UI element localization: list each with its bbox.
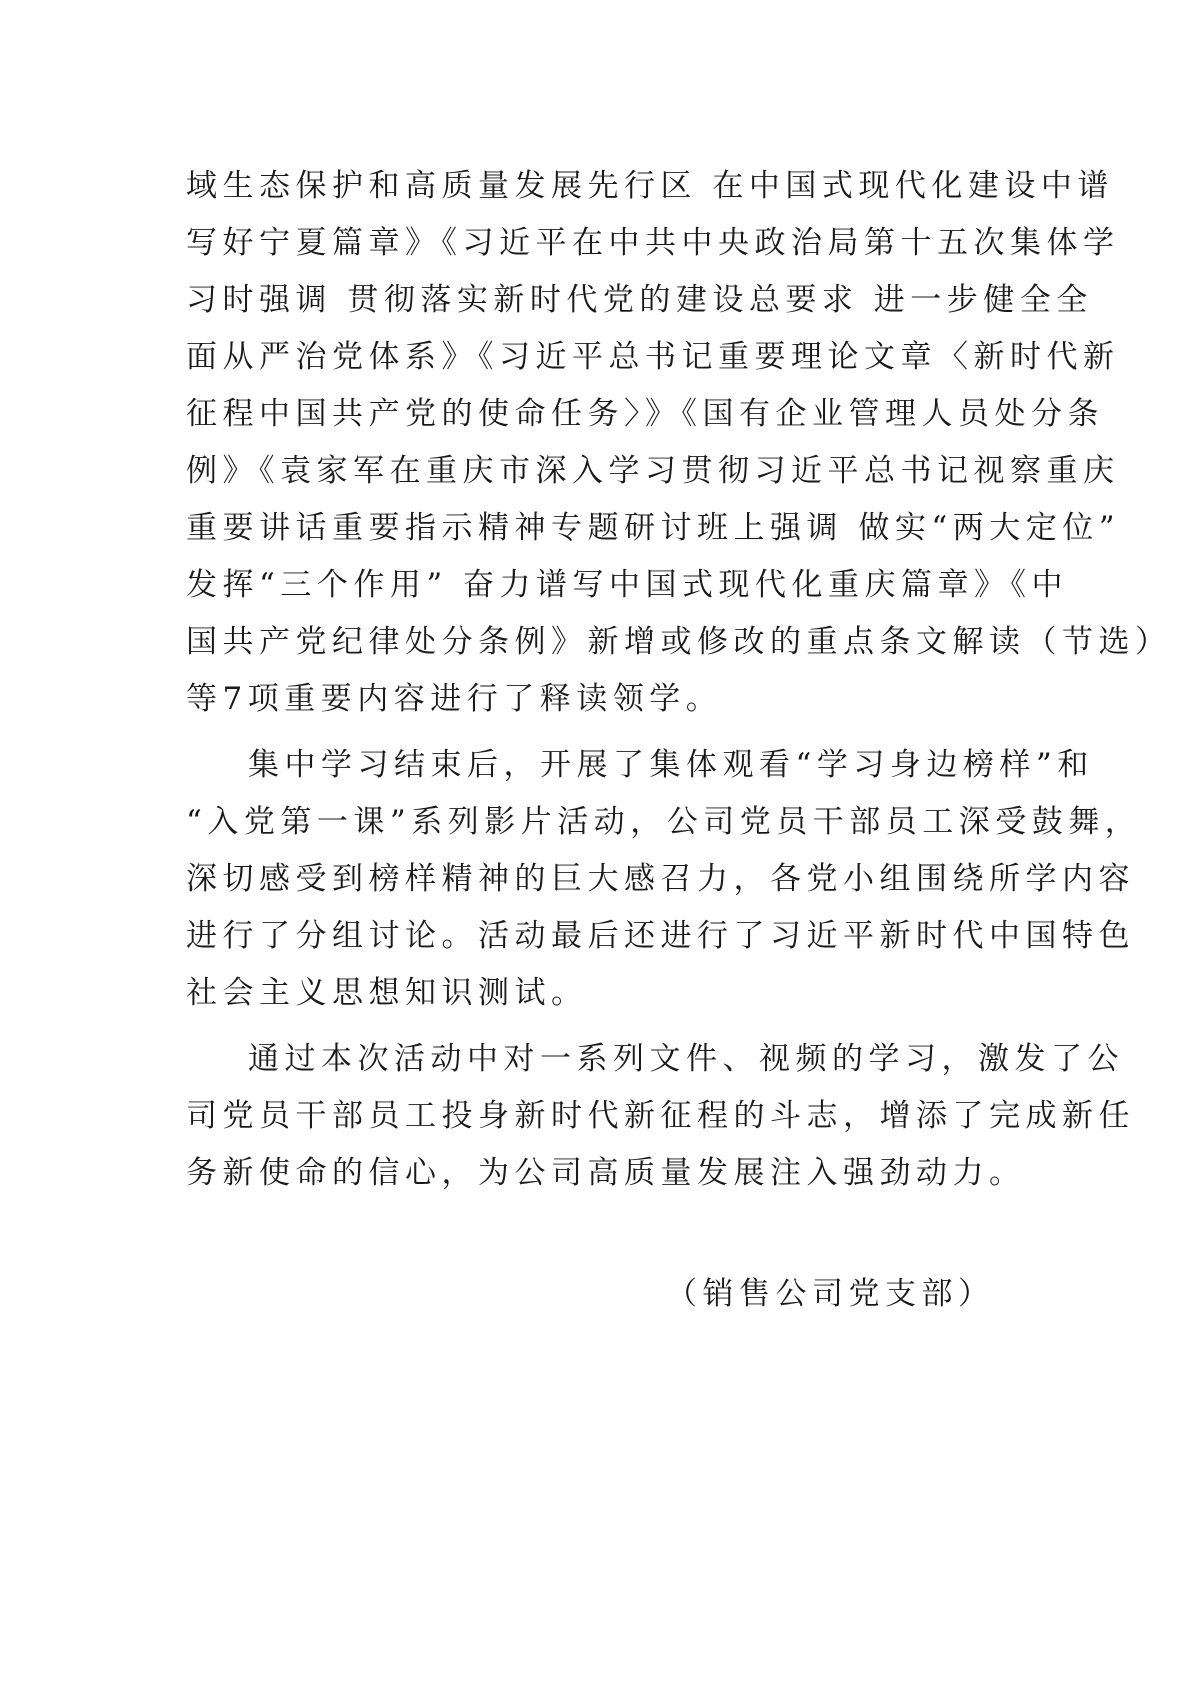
- document-body: [186, 158, 1172, 1202]
- text-line: 进行了分组讨论。活动最后还进行了习近平新时代中国特色: [186, 918, 1135, 954]
- text-line: 司党员干部员工投身新时代新征程的斗志，增添了完成新任: [186, 1098, 1135, 1134]
- text-line: 务新使命的信心，为公司高质量发展注入强劲动力。: [186, 1155, 1026, 1191]
- text-line: 面从严治党体系》《习近平总书记重要理论文章〈新时代新: [186, 339, 1120, 375]
- text-line: 国共产党纪律处分条例》新增或修改的重点条文解读（节选）: [186, 624, 1172, 660]
- text-line: 深切感受到榜样精神的巨大感召力，各党小组围绕所学内容: [186, 861, 1135, 897]
- paragraph-1: [186, 158, 1172, 728]
- paragraph-3: [186, 1031, 1135, 1202]
- text-line: 习时强调 贯彻落实新时代党的建设总要求 进一步健全全: [186, 282, 1093, 318]
- text-line: 域生态保护和高质量发展先行区 在中国式现代化建设中谱: [186, 168, 1114, 204]
- text-line: 集中学习结束后，开展了集体观看“学习身边榜样”和: [248, 747, 1094, 783]
- text-line: “入党第一课”系列影片活动，公司党员干部员工深受鼓舞，: [186, 804, 1142, 840]
- paragraph-2: [186, 737, 1142, 1022]
- text-line: 重要讲话重要指示精神专题研讨班上强调 做实“两大定位”: [186, 510, 1121, 546]
- signature: （销售公司党支部）: [666, 1276, 995, 1312]
- text-line: 社会主义思想知识测试。: [186, 975, 588, 1011]
- text-line: 征程中国共产党的使命任务〉》《国有企业管理人员处分条: [186, 396, 1104, 432]
- text-line: 等7项重要内容进行了释读领学。: [186, 681, 723, 717]
- text-line: 写好宁夏篇章》《习近平在中共中央政治局第十五次集体学: [186, 225, 1120, 261]
- text-line: 发挥“三个作用” 奋力谱写中国式现代化重庆篇章》《中: [186, 567, 1069, 603]
- text-line: 通过本次活动中对一系列文件、视频的学习，激发了公: [248, 1041, 1124, 1077]
- text-line: 例》《袁家军在重庆市深入学习贯彻习近平总书记视察重庆: [186, 453, 1120, 489]
